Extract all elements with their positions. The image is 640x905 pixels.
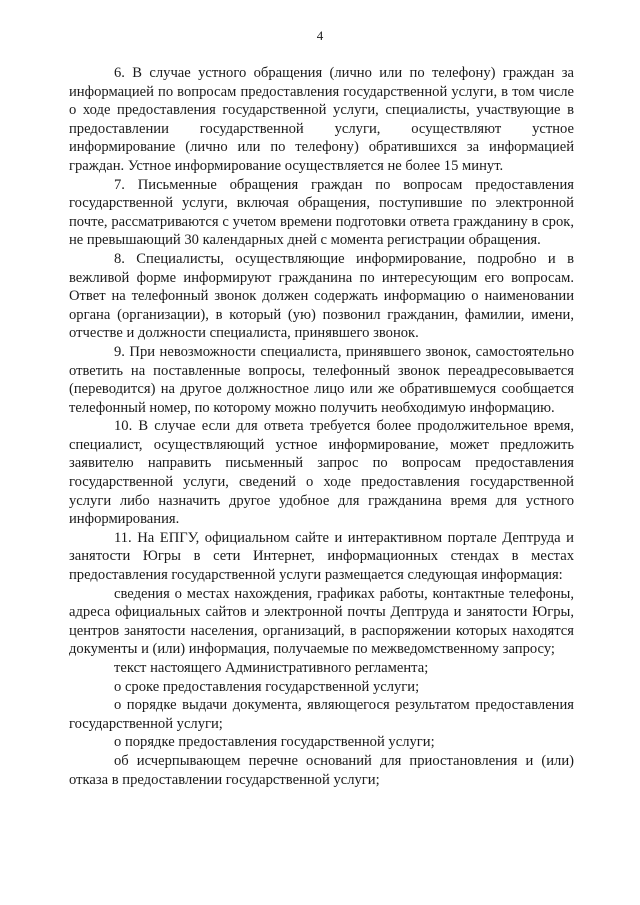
- paragraph-7: 7. Письменные обращения граждан по вопросам предоставления государственной услуги, включая обращения, поступившие по электронной почте, рассматриваются с учетом времени подготовки ответа гражданину в срок, не превышающий 30 календарных дней с момента регистрации обращения.: [69, 176, 574, 249]
- list-item-contacts: сведения о местах нахождения, графиках работы, контактные телефоны, адреса официальных сайтов и электронной почты Дептруда и занятости Югры, центров занятости населения, организаций, в распоряжении которых находятся документы и (или) информация, получаемые по межведомственному запросу;: [69, 585, 574, 658]
- paragraph-10: 10. В случае если для ответа требуется более продолжительное время, специалист, осуществляющий устное информирование, может предложить заявителю направить письменный запрос по вопросам предоставления государственной услуги, сведений о ходе предоставления государственной услуги либо назначить другое удобное для гражданина время для устного информирования.: [69, 418, 574, 528]
- list-item-suspension-grounds: об исчерпывающем перечне оснований для приостановления и (или) отказа в предоставлении государственной услуги;: [69, 752, 574, 788]
- list-item-service-term: о сроке предоставления государственной услуги;: [114, 678, 420, 695]
- paragraph-6: 6. В случае устного обращения (лично или по телефону) граждан за информацией по вопросам предоставления государственной услуги, в том числе о ходе предоставления государственной услуги, специалисты, участвующие в предоставлении государственной услуги, осуществляют устное информирование (лично или по телефону) обратившихся за информацией граждан. Устное информирование осуществляется не более 15 минут.: [69, 65, 574, 174]
- paragraph-11: 11. На ЕПГУ, официальном сайте и интерактивном портале Дептруда и занятости Югры в сети Интернет, информационных стендах в местах предоставления государственной услуги размещается следующая информация:: [69, 529, 574, 584]
- list-item-document-issuance: о порядке выдачи документа, являющегося результатом предоставления государственной услуги;: [69, 697, 574, 732]
- page-number: 4: [316, 28, 324, 43]
- document-body: [69, 64, 574, 789]
- paragraph-9: 9. При невозможности специалиста, принявшего звонок, самостоятельно ответить на поставленные вопросы, телефонный звонок переадресовывается (переводится) на другое должностное лицо или же обратившемуся сообщается телефонный номер, по которому можно получить необходимую информацию.: [69, 343, 574, 416]
- list-item-service-procedure: о порядке предоставления государственной услуги;: [114, 734, 435, 751]
- list-item-regulation-text: текст настоящего Административного регламента;: [114, 660, 429, 676]
- paragraph-8: 8. Специалисты, осуществляющие информирование, подробно и в вежливой форме информируют гражданина по интересующим его вопросам. Ответ на телефонный звонок должен содержать информацию о наименовании органа (организации), в который (ую) позвонил гражданин, фамилии, имени, отчестве и должности специалиста, принявшего звонок.: [69, 250, 574, 342]
